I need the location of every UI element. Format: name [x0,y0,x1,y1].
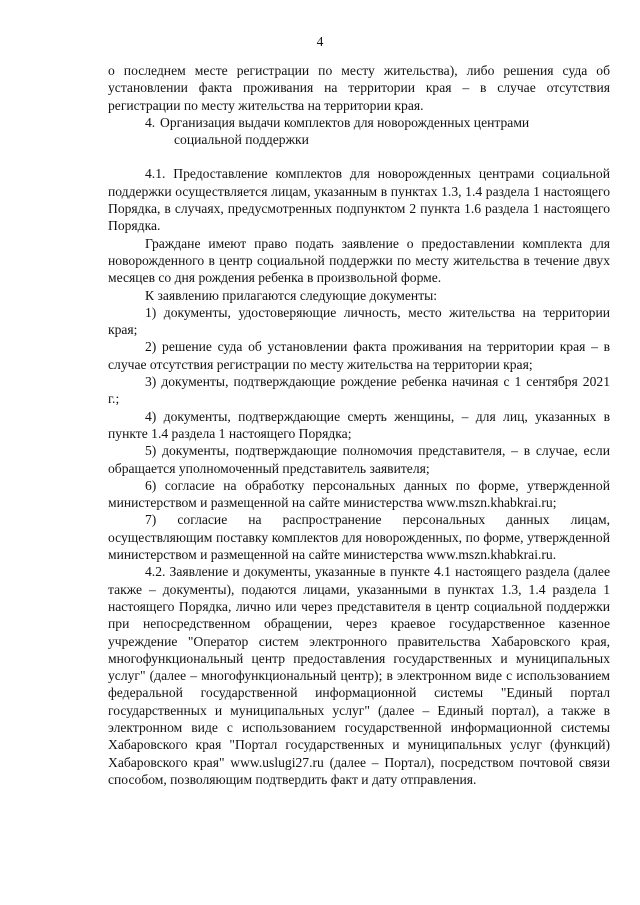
list-item-5: 5) документы, подтверждающие полномочия представителя, – в случае, если обращается уполномоченный представитель заявителя; [108,443,610,476]
list-item-1: 1) документы, удостоверяющие личность, место жительства на территории края; [108,304,610,338]
paragraph-documents-intro: К заявлению прилагаются следующие документы: [145,287,438,303]
list-item-4: 4) документы, подтверждающие смерть женщины, – для лиц, указанных в пункте 1.4 раздела 1 настоящего Порядка; [108,408,610,441]
paragraph-4-1: 4.1. Предоставление комплектов для новорожденных центрами социальной поддержки осуществляется лицам, указанным в пунктах 1.3, 1.4 раздела 1 настоящего Порядка, в случаях, предусмотренных подпунктом 2 пункта 1.6 раздела 1 настоящего Порядка. [108,166,610,234]
list-item-2: 2) решение суда об установлении факта проживания на территории края – в случае отсутствия регистрации по месту жительства на территории края; [108,339,610,372]
paragraph-4-2: 4.2. Заявление и документы, указанные в пункте 4.1 настоящего раздела (далее также – документы), подаются лицами, указанными в пунктах 1.3, 1.4 раздела 1 настоящего Порядка, лично или через представителя в центр социальной поддержки при непосредственном обращении, через краевое государственное казенное учреждение "Оператор систем электронного правительства Хабаровского края, многофункциональный центр предоставления государственных и муниципальных услуг" (далее – многофункциональный центр); в электронном виде с использованием федеральной государственной информационной системы "Единый портал государственных и муниципальных услуг" (далее – Единый портал), а также в электронном виде с использованием государственной информационной системы Хабаровского края "Портал государственных и муниципальных услуг (функций) Хабаровского края" www.uslugi27.ru (далее – Портал), посредством почтовой связи способом, позволяющим подтвердить факт и дату отправления. [108,564,610,787]
list-item-7: 7) согласие на распространение персональных данных лицам, осуществляющим поставку комплектов для новорожденных, по форме, утвержденной министерством и размещенной на сайте министерства www.mszn.khabkrai.ru. [108,512,610,563]
section-heading [108,114,610,149]
page-number: 4 [316,34,324,49]
document-body [108,62,610,788]
paragraph-continuation: о последнем месте регистрации по месту жительства), либо решения суда об установлении факта проживания на территории края – в случае отсутствия регистрации по месту жительства на территории края. [108,63,610,113]
list-item-6: 6) согласие на обработку персональных данных по форме, утвержденной министерством и размещенной на сайте министерства www.mszn.khabkrai.ru; [108,477,610,511]
section-heading-line2: социальной поддержки [174,132,309,148]
list-item-3: 3) документы, подтверждающие рождение ребенка начиная с 1 сентября 2021 г.; [108,374,610,407]
section-heading-line1: Организация выдачи комплектов для новорожденных центрами [160,114,530,130]
paragraph-rights: Граждане имеют право подать заявление о предоставлении комплекта для новорожденного в центр социальной поддержки по месту жительства в течение двух месяцев со дня рождения ребенка в произвольной форме. [108,235,610,286]
section-heading-number: 4. [145,114,156,130]
